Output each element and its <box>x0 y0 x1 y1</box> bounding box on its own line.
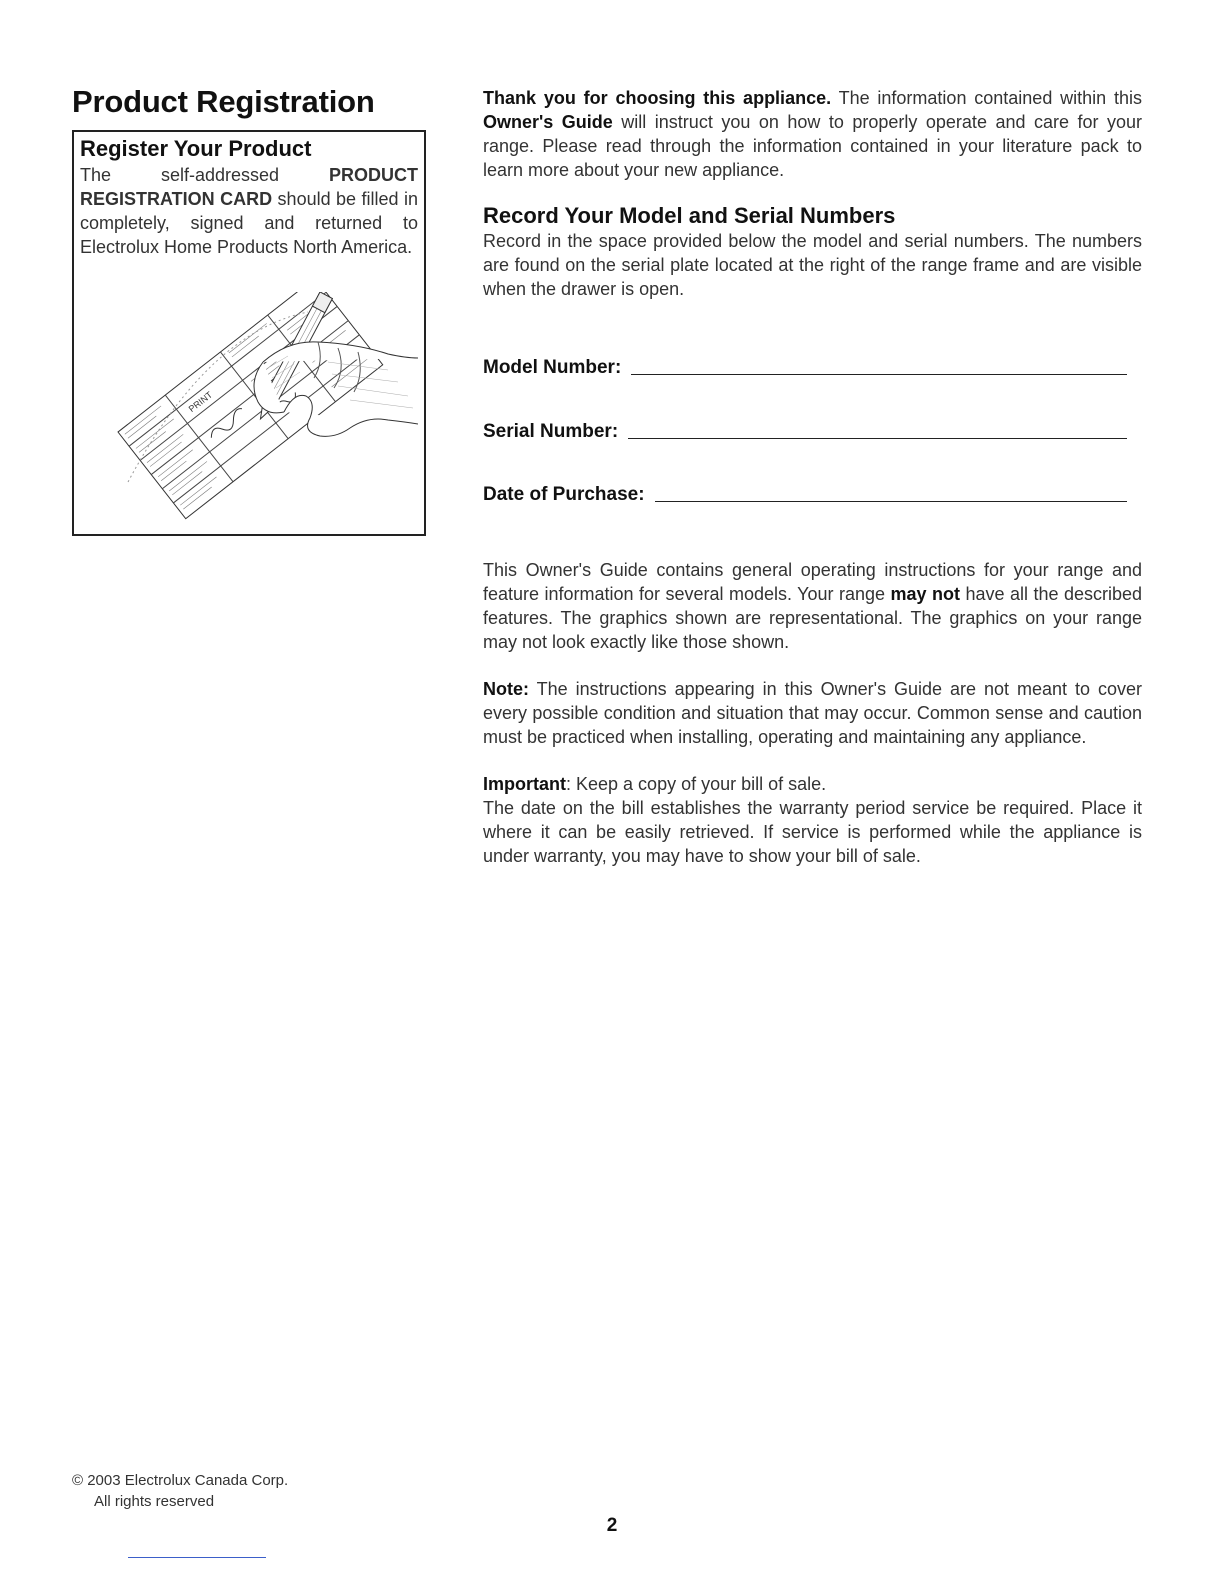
serial-number-line[interactable] <box>628 420 1127 439</box>
serial-number-field[interactable] <box>483 420 1127 443</box>
lower-right-column <box>483 558 1142 868</box>
register-product-box <box>72 130 426 536</box>
serial-number-label: Serial Number: <box>483 421 619 442</box>
record-section-text: Record in the space provided below the model and serial numbers. The numbers are found on the serial plate located at the right of the range frame and are visible when the drawer is open. <box>483 231 1142 299</box>
date-of-purchase-label: Date of Purchase: <box>483 484 645 505</box>
important-paragraph: Important: Keep a copy of your bill of sale. The date on the bill establishes the warranty period service be required. Place it where it can be easily retrieved. If service is performed while the appliance is under warranty, you may have to show your bill of sale. <box>483 774 1142 866</box>
card-print-label: PRINT <box>186 389 215 415</box>
intro-paragraph: Thank you for choosing this appliance. The information contained within this Owner's Guide will instruct you on how to properly operate and care for your range. Please read through the information contained in your literature pack to learn more about your new appliance. <box>483 88 1143 180</box>
note-paragraph: Note: The instructions appearing in this Owner's Guide are not meant to cover every possible condition and situation that may occur. Common sense and caution must be practiced when installing, operating and maintaining any appliance. <box>483 679 1142 747</box>
copyright-footer <box>72 1470 288 1512</box>
decorative-blue-line <box>128 1557 266 1558</box>
page-number: 2 <box>606 1515 618 1536</box>
model-number-label: Model Number: <box>483 357 622 378</box>
register-text: The self-addressed PRODUCT REGISTRATION CARD should be filled in completely, signed and returned to Electrolux Home Products North America. <box>80 165 418 257</box>
date-of-purchase-field[interactable] <box>483 483 1127 506</box>
register-heading: Register Your Product <box>80 136 312 161</box>
rights-text: All rights reserved <box>94 1493 215 1510</box>
copyright-text: © 2003 Electrolux Canada Corp. <box>72 1472 289 1489</box>
right-column <box>483 86 1142 301</box>
date-of-purchase-line[interactable] <box>655 483 1127 502</box>
model-number-line[interactable] <box>631 356 1127 375</box>
page-title: Product Registration <box>72 84 375 119</box>
record-section-heading: Record Your Model and Serial Numbers <box>483 203 896 228</box>
guide-paragraph: This Owner's Guide contains general operating instructions for your range and feature information for several models. Your range may not have all the described features. The graphics shown are representational. The graphics on your range may not look exactly like those shown. <box>483 560 1142 652</box>
model-number-field[interactable] <box>483 356 1127 379</box>
registration-card-illustration <box>88 292 418 524</box>
